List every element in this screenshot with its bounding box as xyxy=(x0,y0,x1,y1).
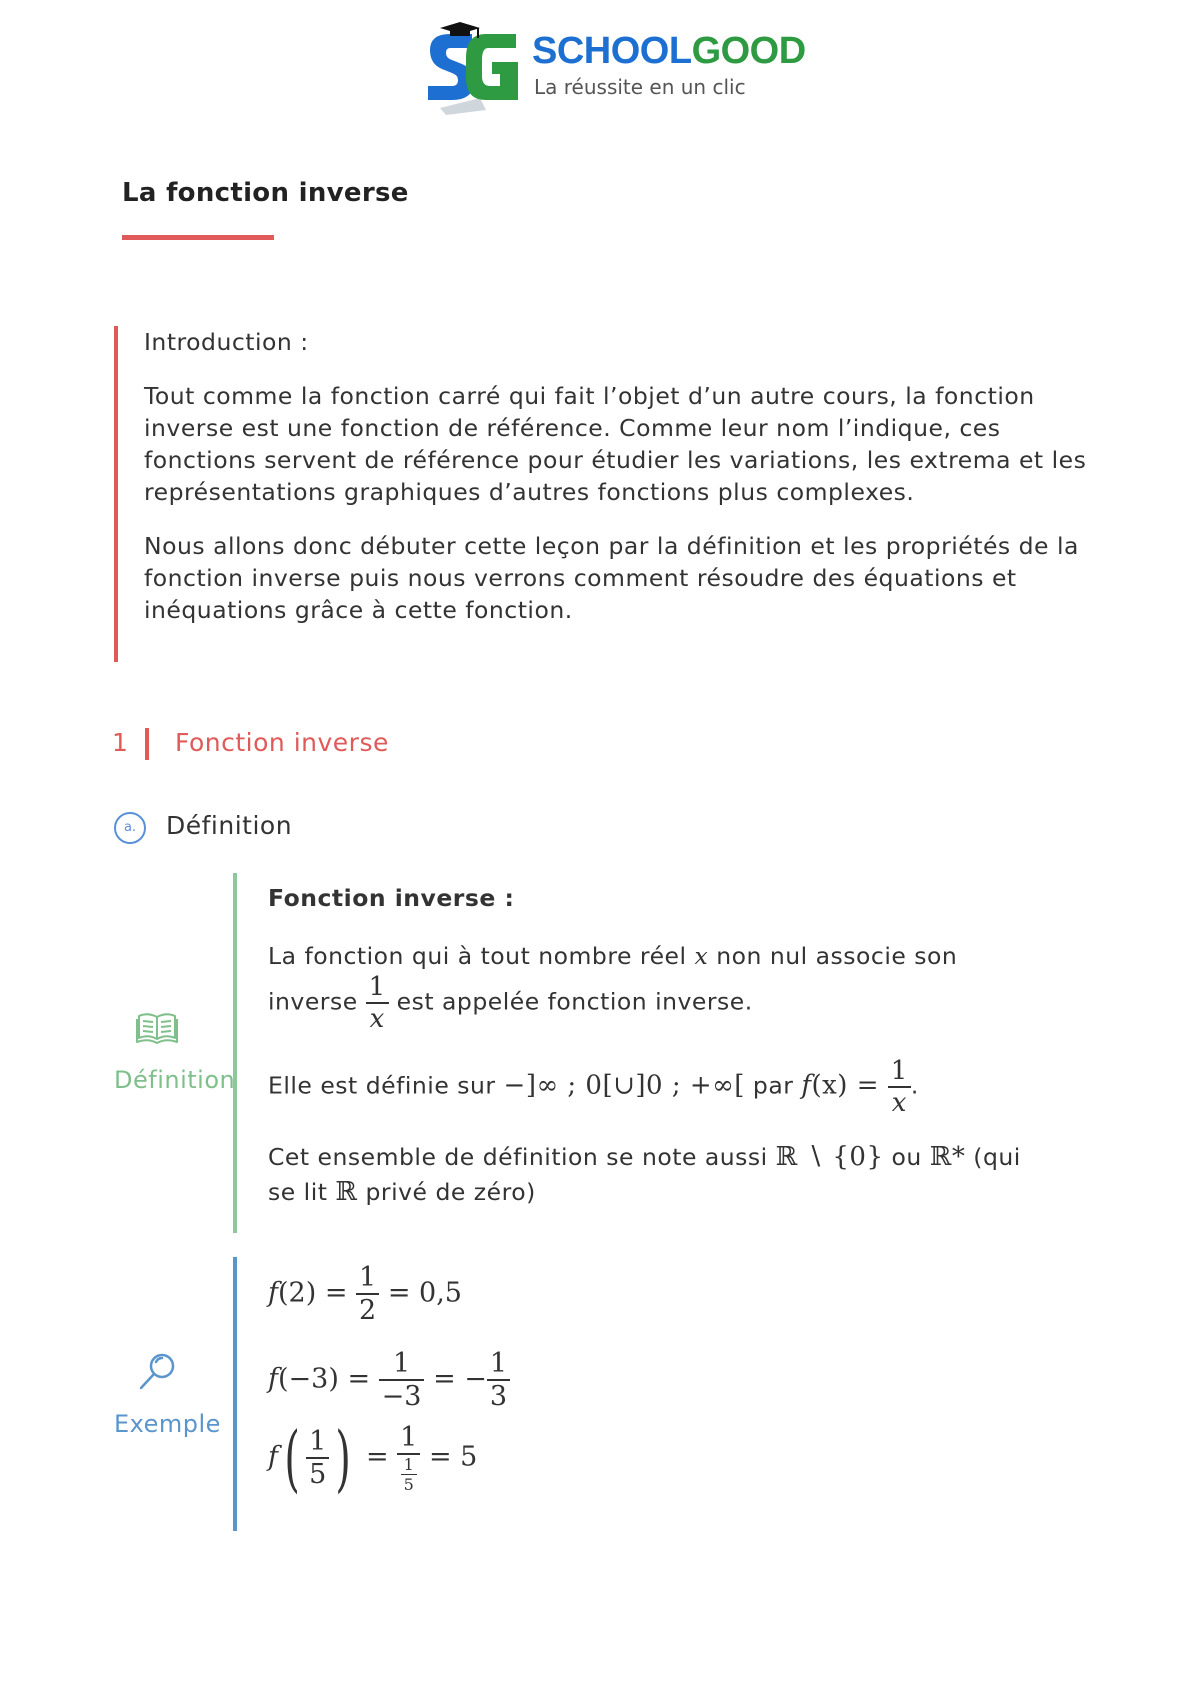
right-paren: ) xyxy=(335,1416,352,1500)
func-f: f xyxy=(268,1277,278,1309)
definition-accent-bar xyxy=(233,873,237,1233)
eq-rhs: = 0,5 xyxy=(379,1277,462,1309)
set-r: ℝ xyxy=(335,1177,358,1207)
schoolgood-logo xyxy=(420,20,806,115)
fraction-one-over-one-fifth xyxy=(397,1422,420,1494)
def-text: (qui xyxy=(965,1143,1021,1171)
def-text: inverse xyxy=(268,987,366,1016)
brand-part-school: SCHOOL xyxy=(532,30,692,72)
definition-line-3 xyxy=(268,1056,919,1118)
example-label: Exemple xyxy=(114,1410,221,1438)
fraction-one-fifth xyxy=(306,1426,329,1490)
def-text: privé de zéro) xyxy=(357,1178,536,1206)
func-arg: (x) = xyxy=(811,1070,888,1101)
definition-line-1 xyxy=(268,942,957,970)
frac-numerator: 1 xyxy=(403,1455,414,1474)
sg-logo-icon xyxy=(420,20,530,115)
open-book-icon xyxy=(135,1010,179,1046)
example-accent-bar xyxy=(233,1257,237,1531)
section-title: Fonction inverse xyxy=(175,728,389,757)
eq-lhs: (2) = xyxy=(278,1277,357,1309)
frac-denominator: 2 xyxy=(356,1293,379,1326)
def-period: . xyxy=(910,1071,919,1100)
var-x: x xyxy=(694,942,709,970)
definition-label: Définition xyxy=(114,1066,236,1094)
frac-numerator: 1 xyxy=(359,1262,377,1293)
brand-part-good: GOOD xyxy=(691,30,806,72)
magnifier-icon xyxy=(136,1350,180,1394)
def-text: non nul associe son xyxy=(708,942,958,970)
intro-heading: Introduction : xyxy=(144,328,309,356)
definition-line-2 xyxy=(268,972,753,1034)
eq-equals: = xyxy=(357,1441,398,1473)
intro-accent-bar xyxy=(114,326,118,662)
brand-name xyxy=(532,30,806,73)
fraction-one-over-x xyxy=(366,972,389,1034)
frac-denominator: 3 xyxy=(487,1379,510,1412)
def-text: Elle est définie sur xyxy=(268,1071,504,1100)
eq-rhs: = 5 xyxy=(420,1441,478,1473)
def-text: ou xyxy=(883,1143,930,1171)
frac-numerator: 1 xyxy=(489,1348,508,1379)
frac-numerator: 1 xyxy=(890,1056,908,1086)
left-paren: ( xyxy=(284,1416,300,1500)
fraction-one-over-x-2 xyxy=(888,1056,911,1118)
frac-denominator: 5 xyxy=(306,1457,329,1490)
set-r-minus-zero: ℝ ∖ {0} xyxy=(775,1142,884,1172)
frac-numerator: 1 xyxy=(309,1426,327,1457)
def-text: est appelée fonction inverse. xyxy=(388,987,753,1016)
example-equation-2 xyxy=(268,1348,510,1412)
intro-paragraph-1: Tout comme la fonction carré qui fait l’objet d’un autre cours, la fonction inverse est une fonction de référence. Comme leur nom l’indique, ces fonctions servent de référence pour étudier les variations, les extrema et les représentations graphiques d’autres fonctions plus complexes. xyxy=(144,382,1087,506)
fraction-one-half xyxy=(356,1262,379,1326)
example-equation-1 xyxy=(268,1262,462,1326)
eq-mid: = − xyxy=(424,1363,487,1395)
section-divider xyxy=(145,728,149,760)
subsection-title: Définition xyxy=(166,811,293,840)
definition-line-5 xyxy=(268,1177,536,1207)
section-number: 1 xyxy=(112,728,128,757)
fraction-one-over-minus-three xyxy=(379,1348,425,1412)
func-f: f xyxy=(268,1363,278,1395)
set-r-star: ℝ* xyxy=(929,1142,966,1172)
example-equation-3 xyxy=(268,1416,478,1500)
definition-line-4 xyxy=(268,1142,1021,1172)
frac-denominator: x xyxy=(891,1088,907,1118)
def-text: La fonction qui à tout nombre réel xyxy=(268,942,695,970)
frac-denominator: 5 xyxy=(401,1474,417,1494)
intro-paragraph-2: Nous allons donc débuter cette leçon par la définition et les propriétés de la fonction inverse puis nous verrons comment résoudre des équations et inéquations grâce à cette fonction. xyxy=(144,532,1079,624)
def-text: par xyxy=(744,1071,802,1100)
title-underline xyxy=(122,235,274,240)
frac-numerator: 1 xyxy=(400,1422,418,1453)
definition-heading: Fonction inverse : xyxy=(268,884,515,912)
frac-numerator: 1 xyxy=(392,1348,411,1379)
domain-interval: −]∞ ; 0[∪]0 ; +∞[ xyxy=(503,1070,745,1101)
fraction-one-third xyxy=(487,1348,510,1412)
page-title: La fonction inverse xyxy=(122,178,409,208)
frac-numerator: 1 xyxy=(368,972,386,1002)
func-f: f xyxy=(801,1070,812,1101)
introduction-block xyxy=(144,326,1094,648)
brand-tagline: La réussite en un clic xyxy=(534,75,746,99)
def-text: se lit xyxy=(268,1178,336,1206)
eq-lhs: (−3) = xyxy=(278,1363,379,1395)
subsection-letter-badge: a. xyxy=(114,812,146,844)
nested-fraction xyxy=(401,1455,417,1494)
frac-denominator: −3 xyxy=(379,1379,425,1412)
def-text: Cet ensemble de définition se note aussi xyxy=(268,1143,776,1171)
frac-denominator: x xyxy=(369,1004,385,1034)
func-f: f xyxy=(268,1441,278,1473)
